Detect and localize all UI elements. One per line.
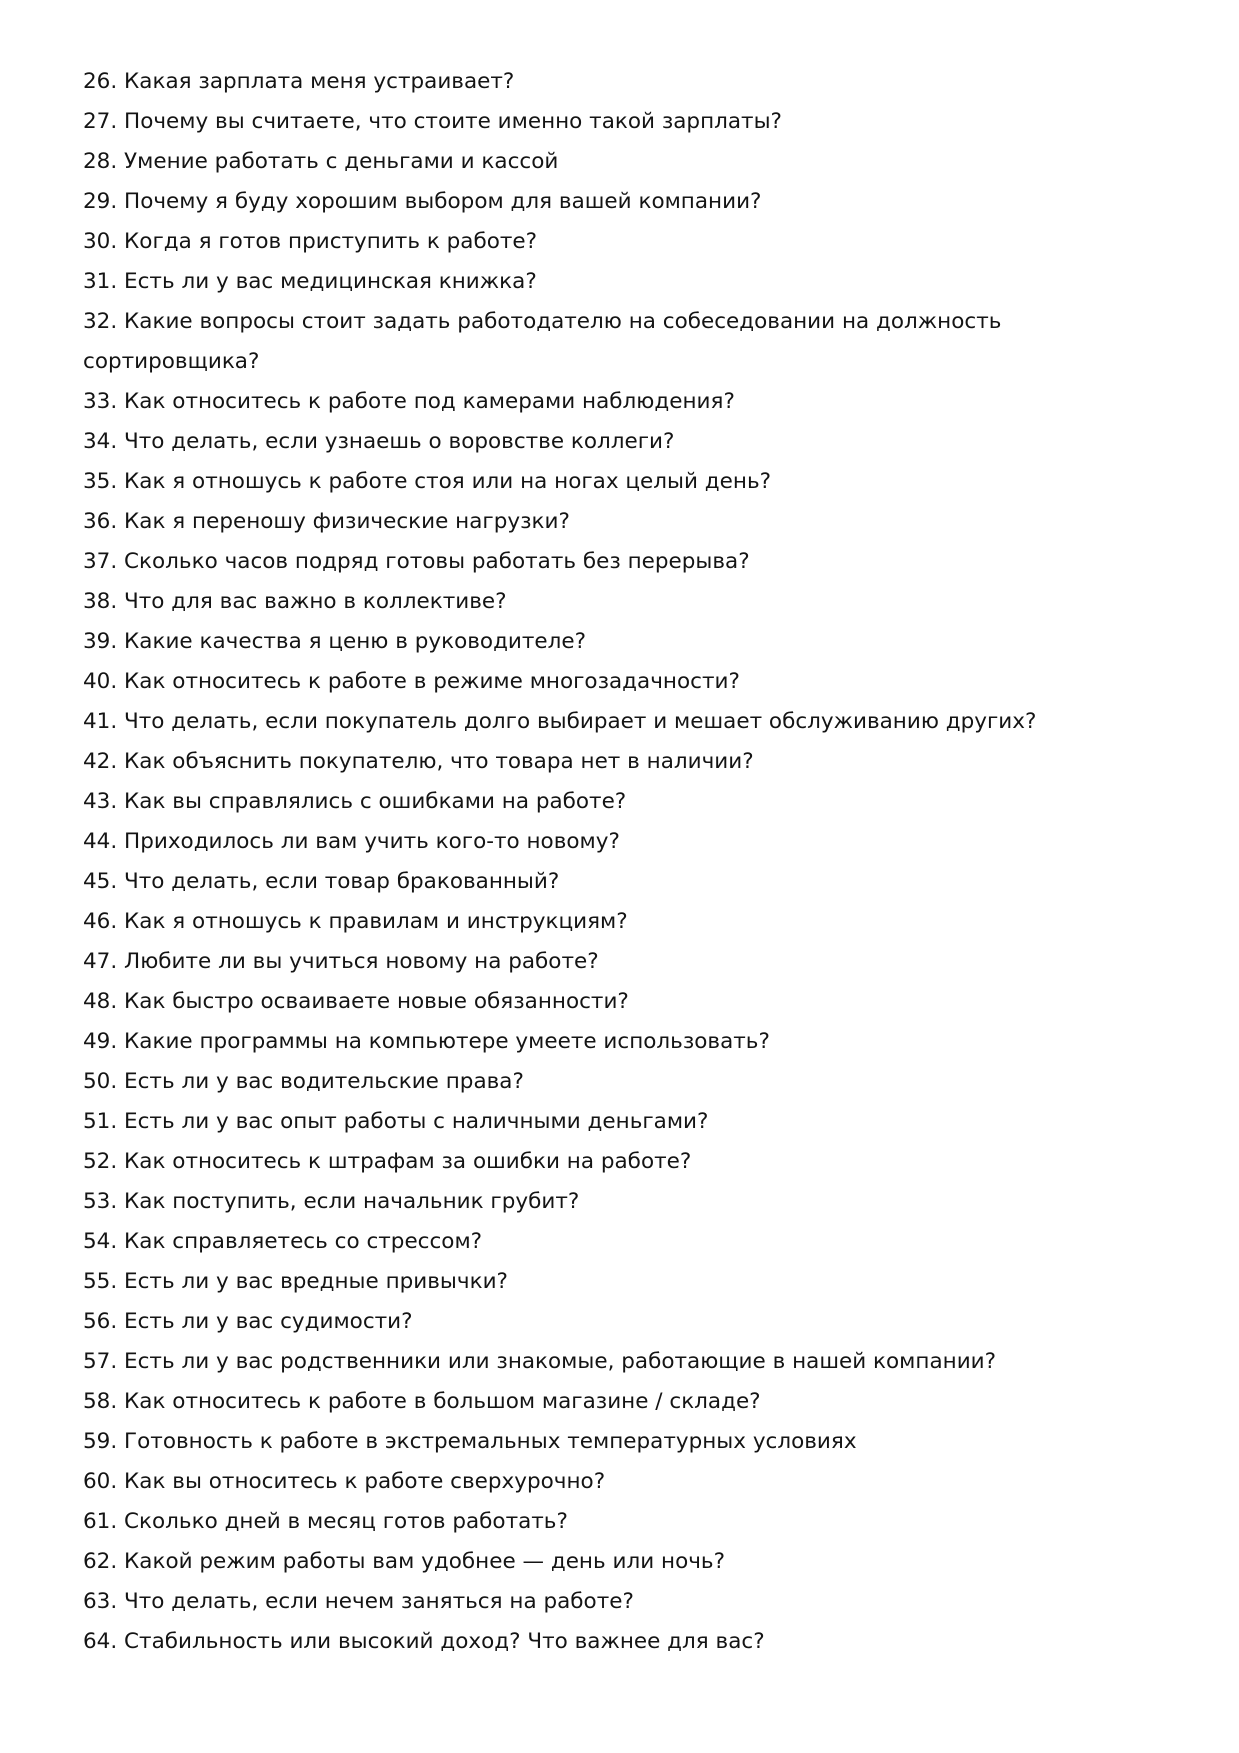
question-text: 60. Как вы относитесь к работе сверхурочно? xyxy=(83,1469,606,1494)
question-text: 30. Когда я готов приступить к работе? xyxy=(83,229,538,254)
question-text: 40. Как относитесь к работе в режиме многозадачности? xyxy=(83,669,740,694)
question-text: 33. Как относитесь к работе под камерами наблюдения? xyxy=(83,389,735,414)
question-item-59 xyxy=(83,1422,1163,1462)
question-item-48 xyxy=(83,982,1163,1022)
question-text: 42. Как объяснить покупателю, что товара нет в наличии? xyxy=(83,749,754,774)
question-item-26 xyxy=(83,62,1163,102)
question-text: 64. Стабильность или высокий доход? Что важнее для вас? xyxy=(83,1629,765,1654)
question-text: 44. Приходилось ли вам учить кого-то новому? xyxy=(83,829,620,854)
question-text: 62. Какой режим работы вам удобнее — день или ночь? xyxy=(83,1549,726,1574)
question-item-61 xyxy=(83,1502,1163,1542)
question-item-46 xyxy=(83,902,1163,942)
question-text: 48. Как быстро осваиваете новые обязанности? xyxy=(83,989,629,1014)
question-item-42 xyxy=(83,742,1163,782)
question-item-43 xyxy=(83,782,1163,822)
question-text: 38. Что для вас важно в коллективе? xyxy=(83,589,507,614)
question-item-30 xyxy=(83,222,1163,262)
question-text: 31. Есть ли у вас медицинская книжка? xyxy=(83,269,537,294)
question-item-57 xyxy=(83,1342,1163,1382)
question-item-33 xyxy=(83,382,1163,422)
question-list xyxy=(83,62,1163,1662)
question-item-64 xyxy=(83,1622,1163,1662)
question-text: 51. Есть ли у вас опыт работы с наличными деньгами? xyxy=(83,1109,709,1134)
question-text: 47. Любите ли вы учиться новому на работе? xyxy=(83,949,599,974)
question-item-50 xyxy=(83,1062,1163,1102)
question-text: 59. Готовность к работе в экстремальных температурных условиях xyxy=(83,1429,857,1454)
question-text: 52. Как относитесь к штрафам за ошибки на работе? xyxy=(83,1149,692,1174)
question-text: 34. Что делать, если узнаешь о воровстве коллеги? xyxy=(83,429,675,454)
question-text: 61. Сколько дней в месяц готов работать? xyxy=(83,1509,568,1534)
question-text: 63. Что делать, если нечем заняться на работе? xyxy=(83,1589,634,1614)
question-text: 54. Как справляетесь со стрессом? xyxy=(83,1229,483,1254)
question-text: 56. Есть ли у вас судимости? xyxy=(83,1309,413,1334)
question-item-41 xyxy=(83,702,1163,742)
question-text: 53. Как поступить, если начальник грубит? xyxy=(83,1189,580,1214)
question-item-47 xyxy=(83,942,1163,982)
question-item-29 xyxy=(83,182,1163,222)
question-text: 28. Умение работать с деньгами и кассой xyxy=(83,149,559,174)
question-text: 35. Как я отношусь к работе стоя или на ногах целый день? xyxy=(83,469,772,494)
question-item-45 xyxy=(83,862,1163,902)
question-item-38 xyxy=(83,582,1163,622)
question-item-34 xyxy=(83,422,1163,462)
question-text: 58. Как относитесь к работе в большом магазине / складе? xyxy=(83,1389,761,1414)
question-item-62 xyxy=(83,1542,1163,1582)
question-text: 45. Что делать, если товар бракованный? xyxy=(83,869,560,894)
question-item-39 xyxy=(83,622,1163,662)
question-text: 41. Что делать, если покупатель долго выбирает и мешает обслуживанию других? xyxy=(83,709,1037,734)
question-item-63 xyxy=(83,1582,1163,1622)
question-text: 36. Как я переношу физические нагрузки? xyxy=(83,509,570,534)
question-item-55 xyxy=(83,1262,1163,1302)
question-item-37 xyxy=(83,542,1163,582)
question-text: 43. Как вы справлялись с ошибками на работе? xyxy=(83,789,627,814)
question-item-54 xyxy=(83,1222,1163,1262)
question-text: 27. Почему вы считаете, что стоите именно такой зарплаты? xyxy=(83,109,782,134)
question-text: 26. Какая зарплата меня устраивает? xyxy=(83,69,515,94)
question-item-49 xyxy=(83,1022,1163,1062)
question-text: 37. Сколько часов подряд готовы работать без перерыва? xyxy=(83,549,750,574)
question-text: 29. Почему я буду хорошим выбором для вашей компании? xyxy=(83,189,762,214)
question-item-35 xyxy=(83,462,1163,502)
question-item-27 xyxy=(83,102,1163,142)
question-text: 46. Как я отношусь к правилам и инструкциям? xyxy=(83,909,628,934)
question-item-32 xyxy=(83,302,1163,382)
question-item-28 xyxy=(83,142,1163,182)
question-text: 39. Какие качества я ценю в руководителе? xyxy=(83,629,587,654)
question-text: 57. Есть ли у вас родственники или знакомые, работающие в нашей компании? xyxy=(83,1349,997,1374)
question-text: 49. Какие программы на компьютере умеете использовать? xyxy=(83,1029,770,1054)
question-item-31 xyxy=(83,262,1163,302)
question-item-58 xyxy=(83,1382,1163,1422)
question-item-53 xyxy=(83,1182,1163,1222)
question-item-44 xyxy=(83,822,1163,862)
question-text: 50. Есть ли у вас водительские права? xyxy=(83,1069,524,1094)
question-item-52 xyxy=(83,1142,1163,1182)
question-text: 55. Есть ли у вас вредные привычки? xyxy=(83,1269,508,1294)
question-item-36 xyxy=(83,502,1163,542)
question-item-60 xyxy=(83,1462,1163,1502)
question-text: 32. Какие вопросы стоит задать работодателю на собеседовании на должность сортировщика? xyxy=(83,309,1002,374)
question-item-56 xyxy=(83,1302,1163,1342)
question-item-51 xyxy=(83,1102,1163,1142)
question-item-40 xyxy=(83,662,1163,702)
